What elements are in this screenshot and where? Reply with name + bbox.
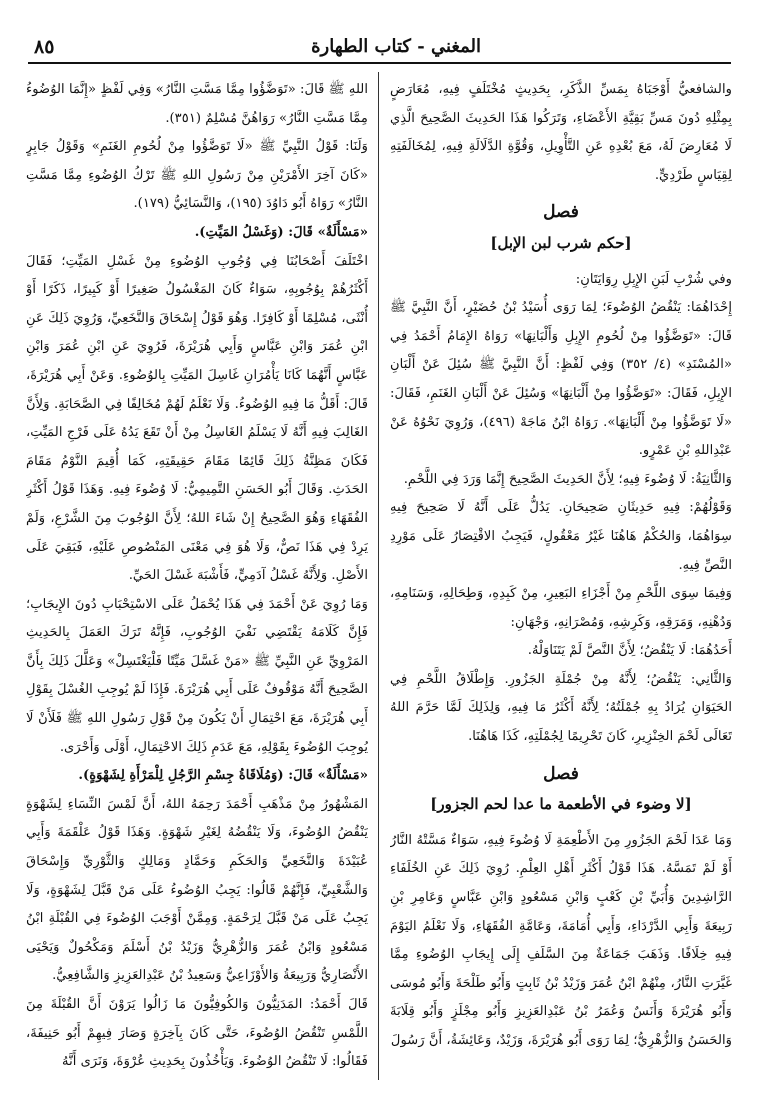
- paragraph: وَلَنَا: قَوْلُ النَّبِيِّ ﷺ «لَا تَوَضَّؤُوا مِنْ لُحُومِ الغَنَمِ» وَقَوْلُ جَابِرٍ «كَانَ آخِرَ الأَمْرَيْنِ مِنْ رَسُولِ اللهِ ﷺ تَرْكُ الوُضُوءِ مِمَّا مَسَّتِ النَّارُ» رَوَاهُ أَبُو دَاوُدَ (١٩٥)، وَالنَّسَائِيُّ (١٧٩).: [26, 139, 368, 212]
- paragraph: وَالثَّانِيَةُ: لَا وُضُوءَ فِيهِ؛ لِأَنَّ الحَدِيثَ الصَّحِيحَ إِنَّمَا وَرَدَ فِي اللَّحْمِ.: [403, 471, 732, 487]
- header-rule: [28, 62, 731, 64]
- section-title: فصل: [543, 763, 579, 784]
- paragraph: وَفِيمَا سِوَى اللَّحْمِ مِنْ أَجْزَاءِ البَعِيرِ، مِنْ كَبِدِهِ، وَطِحَالِهِ، وَسَنَامِهِ، وَدُهْنِهِ، وَمَرَقِهِ، وَكَرِشِهِ، وَمُصْرَانِهِ، وَجْهَانِ:: [390, 586, 732, 630]
- paragraph: وَالثَّانِي: يَنْقُضُ؛ لِأَنَّهُ مِنْ جُمْلَةِ الجَزُورِ. وَإِطْلَاقُ اللَّحْمِ فِي الحَيَوَانِ يُرَادُ بِهِ جُمْلَتُهُ؛ لِأَنَّهُ أَكْثَرُ مَا فِيهِ، وَلِذَلِكَ لَمَّا حَرَّمَ اللهُ تَعَالَى لَحْمَ الخِنْزِيرِ، كَانَ تَحْرِيمًا لِجُمْلَتِهِ، كَذَا هَاهُنَا.: [390, 671, 732, 745]
- right-column: [390, 76, 732, 1086]
- paragraph: المَشْهُورُ مِنْ مَذْهَبِ أَحْمَدَ رَحِمَهُ اللهُ، أَنَّ لَمْسَ النِّسَاءِ لِشَهْوَةٍ يَنْقُضُ الوُضُوءَ، وَلَا يَنْقُضُهُ لِغَيْرِ شَهْوَةٍ. وَهَذَا قَوْلُ عَلْقَمَةَ وَأَبِي عُبَيْدَةَ وَالنَّخَعِيِّ وَالحَكَمِ وَحَمَّادٍ وَمَالِكٍ وَالثَّوْرِيِّ وَإِسْحَاقَ وَالشَّعْبِيِّ، فَإِنَّهُمْ قَالُوا: يَجِبُ الوُضُوءُ عَلَى مَنْ قَبَّلَ لِشَهْوَةٍ، وَلَا يَجِبُ عَلَى مَنْ قَبَّلَ لِرَحْمَةٍ. وَمِمَّنْ أَوْجَبَ الوُضُوءَ فِي القُبْلَةِ ابْنُ مَسْعُودٍ وَابْنُ عُمَرَ وَالزُّهْرِيُّ وَزَيْدُ بْنُ أَسْلَمَ وَمَكْحُولٌ وَيَحْيَى الأَنْصَارِيُّ وَرَبِيعَةُ وَالأَوْزَاعِيُّ وَسَعِيدُ بْنُ عَبْدِالعَزِيزِ وَالشَّافِعِيُّ.: [26, 796, 368, 984]
- left-column: [26, 76, 368, 1086]
- masala-heading: «مَسْأَلَةٌ» قَالَ: (وَمُلَاقَاةُ جِسْمِ الرَّجُلِ لِلْمَرْأَةِ لِشَهْوَةٍ).: [78, 768, 368, 784]
- paragraph: أَحَدُهُمَا: لَا يَنْقُضُ؛ لِأَنَّ النَّصَّ لَمْ يَتَنَاوَلْهُ.: [527, 643, 732, 659]
- paragraph: وَقَوْلُهُمْ: فِيهِ حَدِيثَانِ صَحِيحَانِ. يَدُلُّ عَلَى أَنَّهُ لَا صَحِيحَ فِيهِ سِوَاهُمَا، وَالحُكْمُ هَاهُنَا غَيْرُ مَعْقُولٍ، فَيَجِبُ الاقْتِصَارُ عَلَى مَوْرِدِ النَّصِّ فِيهِ.: [390, 500, 732, 573]
- paragraph: والشافعيُّ أَوْجَبَاهُ بِمَسِّ الذَّكَرِ، بِحَدِيثٍ مُخْتَلَفٍ فِيهِ، مُعَارَضٍ بِمِثْلِهِ دُونَ مَسِّ بَقِيَّةِ الأَعْضَاءِ، وَتَرَكُوا هَذَا الحَدِيثَ الصَّحِيحَ الَّذِي لَا مُعَارِضَ لَهُ، مَعَ بُعْدِهِ عَنِ التَّأْوِيلِ، وَقُوَّةِ الدَّلَالَةِ فِيهِ، لِمُخَالَفَتِهِ لِقِيَاسٍ طَرْدِيٍّ.: [390, 82, 732, 183]
- paragraph: إِحْدَاهُمَا: يَنْقُضُ الوُضُوءَ؛ لِمَا رَوَى أُسَيْدُ بْنُ حُضَيْرٍ، أَنَّ النَّبِيَّ ﷺ قَالَ: «تَوَضَّؤُوا مِنْ لُحُومِ الإِبِلِ وَأَلْبَانِهَا» رَوَاهُ الإِمَامُ أَحْمَدُ فِي «المُسْنَدِ» (٤/ ٣٥٢) وَفِي لَفْظٍ: أَنَّ النَّبِيَّ ﷺ سُئِلَ عَنْ أَلْبَانِ الإِبِلِ، فَقَالَ: «تَوَضَّؤُوا مِنْ أَلْبَانِهَا» وَسُئِلَ عَنْ أَلْبَانِ الغَنَمِ، فَقَالَ: «لَا تَوَضَّؤُوا مِنْ أَلْبَانِهَا». رَوَاهُ ابْنُ مَاجَهْ (٤٩٦)، وَرُوِيَ نَحْوُهُ عَنْ عَبْدِاللهِ بْنِ عَمْرٍو.: [390, 300, 732, 459]
- paragraph: وفي شُرْبِ لَبَنِ الإِبِلِ رِوَايَتَانِ:: [575, 271, 732, 287]
- book-title: المغني - كتاب الطهارة: [311, 36, 481, 57]
- section-subtitle: [حكم شرب لبن الإبل]: [490, 233, 632, 252]
- paragraph: اخْتَلَفَ أَصْحَابُنَا فِي وُجُوبِ الوُضُوءِ مِنْ غَسْلِ المَيِّتِ؛ فَقَالَ أَكْثَرُهُمْ بِوُجُوبِهِ، سَوَاءٌ كَانَ المَغْسُولُ صَغِيرًا أَوْ كَبِيرًا، ذَكَرًا أَوْ أُنْثَى، مُسْلِمًا أَوْ كَافِرًا. وَهُوَ قَوْلُ إِسْحَاقَ وَالنَّخَعِيِّ، وَرُوِيَ ذَلِكَ عَنِ ابْنِ عُمَرَ وَابْنِ عَبَّاسٍ وَأَبِي هُرَيْرَةَ، فَرُوِيَ عَنِ ابْنِ عُمَرَ وَابْنِ عَبَّاسٍ أَنَّهُمَا كَانَا يَأْمُرَانِ غَاسِلَ المَيِّتِ بِالوُضُوءِ. وَعَنْ أَبِي هُرَيْرَةَ، قَالَ: أَقَلُّ مَا فِيهِ الوُضُوءُ. وَلَا نَعْلَمُ لَهُمْ مُخَالِفًا فِي الصَّحَابَةِ. وَلِأَنَّ الغَالِبَ فِيهِ أَنَّهُ لَا يَسْلَمُ الغَاسِلُ مِنْ أَنْ تَقَعَ يَدُهُ عَلَى فَرْجِ المَيِّتِ، فَكَانَ مَظِنَّةُ ذَلِكَ قَائِمًا مَقَامَ حَقِيقَتِهِ، كَمَا أُقِيمَ النَّوْمُ مَقَامَ الحَدَثِ. وَقَالَ أَبُو الحَسَنِ التَّمِيمِيُّ: لَا وُضُوءَ فِيهِ. وَهَذَا قَوْلُ أَكْثَرِ الفُقَهَاءِ وَهُوَ الصَّحِيحُ إِنْ شَاءَ اللهُ؛ لِأَنَّ الوُجُوبَ مِنَ الشَّرْعِ، وَلَمْ يَرِدْ فِي هَذَا نَصٌّ، وَلَا هُوَ فِي مَعْنَى المَنْصُوصِ عَلَيْهِ، فَبَقِيَ عَلَى الأَصْلِ. وَلِأَنَّهُ غَسْلُ آدَمِيٍّ، فَأَشْبَهَ غَسْلَ الحَيِّ.: [26, 253, 368, 584]
- page-number: ٨٥: [34, 36, 55, 58]
- page-header: [28, 32, 731, 66]
- paragraph: اللهِ ﷺ قَالَ: «تَوَضَّؤُوا مِمَّا مَسَّتِ النَّارُ» وَفِي لَفْظٍ «إِنَّمَا الوُضُوءُ مِمَّا مَسَّتِ النَّارُ» رَوَاهُنَّ مُسْلِمٌ (٣٥١).: [26, 82, 368, 126]
- paragraph: قَالَ أَحْمَدُ: المَدَنِيُّونَ وَالكُوفِيُّونَ مَا زَالُوا يَرَوْنَ أَنَّ القُبْلَةَ مِنَ اللَّمْسِ تَنْقُضُ الوُضُوءَ، حَتَّى كَانَ بِآخِرَةٍ وَصَارَ فِيهِمْ أَبُو حَنِيفَةَ، فَقَالُوا: لَا تَنْقُضُ الوُضُوءَ. وَيَأْخُذُونَ بِحَدِيثِ عُرْوَةَ، وَنَرَى أَنَّهُ: [26, 997, 368, 1070]
- masala-heading: «مَسْأَلَةٌ» قَالَ: (وَغَسْلُ المَيِّتِ).: [194, 224, 368, 240]
- section-subtitle: [لا وضوء في الأطعمة ما عدا لحم الجزور]: [430, 795, 692, 814]
- section-title: فصل: [543, 202, 579, 223]
- column-divider: [378, 72, 379, 1080]
- paragraph: وَمَا عَدَا لَحْمَ الجَزُورِ مِنَ الأَطْعِمَةِ لَا وُضُوءَ فِيهِ، سَوَاءٌ مَسَّتْهُ النَّارُ أَوْ لَمْ تَمَسَّهُ. هَذَا قَوْلُ أَكْثَرِ أَهْلِ العِلْمِ. رُوِيَ ذَلِكَ عَنِ الخُلَفَاءِ الرَّاشِدِينَ وَأُبَيِّ بْنِ كَعْبٍ وَابْنِ مَسْعُودٍ وَابْنِ عَبَّاسٍ وَعَامِرِ بْنِ رَبِيعَةَ وَأَبِي الدَّرْدَاءِ، وَأَبِي أُمَامَةَ، وَعَامَّةِ الفُقَهَاءِ، وَلَا نَعْلَمُ اليَوْمَ فِيهِ خِلَافًا. وَذَهَبَ جَمَاعَةٌ مِنَ السَّلَفِ إِلَى إِيجَابِ الوُضُوءِ مِمَّا غَيَّرَتِ النَّارُ، مِنْهُمْ ابْنُ عُمَرَ وَزَيْدُ بْنُ ثَابِتٍ وَأَبُو طَلْحَةَ وَأَبُو مُوسَى وَأَبُو هُرَيْرَةَ وَأَنَسٌ وَعُمَرُ بْنُ عَبْدِالعَزِيزِ وَأَبُو مِجْلَزٍ وَأَبُو قِلَابَةَ وَالحَسَنُ وَالزُّهْرِيُّ؛ لِمَا رَوَى أَبُو هُرَيْرَةَ، وَزَيْدٌ، وَعَائِشَةُ، أَنَّ رَسُولَ: [390, 832, 732, 1048]
- paragraph: وَمَا رُوِيَ عَنْ أَحْمَدَ فِي هَذَا يُحْمَلُ عَلَى الاسْتِحْبَابِ دُونَ الإِيجَابِ؛ فَإِنَّ كَلَامَهُ يَقْتَضِي نَفْيَ الوُجُوبِ، فَإِنَّهُ تَرَكَ العَمَلَ بِالحَدِيثِ المَرْوِيِّ عَنِ النَّبِيِّ ﷺ «مَنْ غَسَّلَ مَيِّتًا فَلْيَغْتَسِلْ» وَعَلَّلَ ذَلِكَ بِأَنَّ الصَّحِيحَ أَنَّهُ مَوْقُوفٌ عَلَى أَبِي هُرَيْرَةَ. فَإِذَا لَمْ يُوجِبِ الغُسْلَ بِقَوْلِ أَبِي هُرَيْرَةَ، مَعَ احْتِمَالِ أَنْ يَكُونَ مِنْ قَوْلِ رَسُولِ اللهِ ﷺ فَلَأَنْ لَا يُوجِبَ الوُضُوءَ بِقَوْلِهِ، مَعَ عَدَمِ ذَلِكَ الاحْتِمَالِ، أَوْلَى وَأَحْرَى.: [26, 596, 368, 755]
